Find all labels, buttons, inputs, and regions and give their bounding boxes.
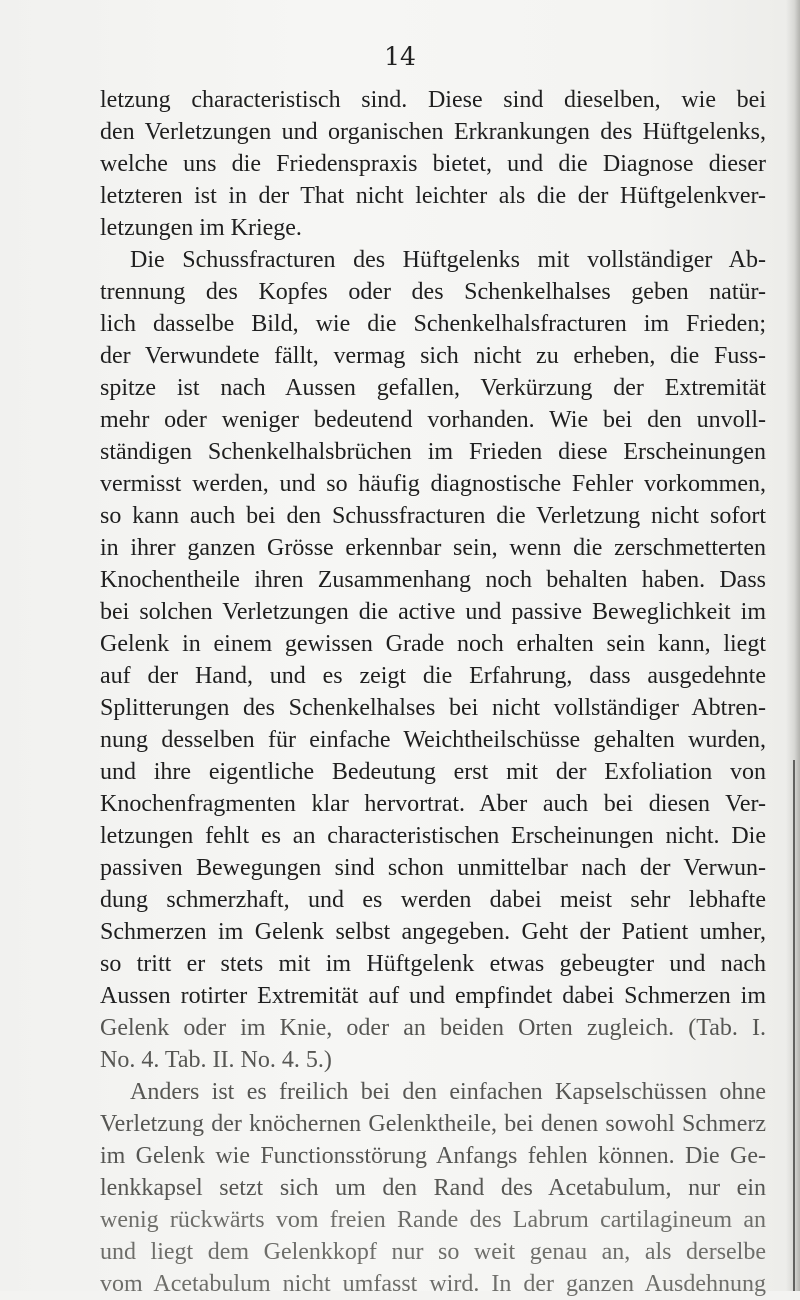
text-line: mehr oder weniger bedeutend vorhanden. Wie bei den unvoll- <box>100 407 766 433</box>
text-line: in ihrer ganzen Grösse erkennbar sein, wenn die zerschmetterten <box>100 535 766 561</box>
text-line: wenig rückwärts vom freien Rande des Labrum cartilagineum an <box>100 1207 766 1233</box>
text-line: letzteren ist in der That nicht leichter als die der Hüftgelenkver- <box>100 183 766 209</box>
text-line: und liegt dem Gelenkkopf nur so weit genau an, als derselbe <box>100 1239 766 1265</box>
text-line: und ihre eigentliche Bedeutung erst mit der Exfoliation von <box>100 759 766 785</box>
text-line: welche uns die Friedenspraxis bietet, und die Diagnose dieser <box>100 151 766 177</box>
body-text <box>100 84 766 1300</box>
text-line: ständigen Schenkelhalsbrüchen im Frieden diese Erscheinungen <box>100 439 766 465</box>
text-line: so tritt er stets mit im Hüftgelenk etwas gebeugter und nach <box>100 951 766 977</box>
text-line: auf der Hand, und es zeigt die Erfahrung, dass ausgedehnte <box>100 663 766 689</box>
text-line: letzungen fehlt es an characteristischen Erscheinungen nicht. Die <box>100 823 766 849</box>
text-line: Aussen rotirter Extremität auf und empfindet dabei Schmerzen im <box>100 983 766 1009</box>
text-line: Schmerzen im Gelenk selbst angegeben. Geht der Patient umher, <box>100 919 766 945</box>
binding-edge-line <box>793 760 795 1291</box>
text-line: der Verwundete fällt, vermag sich nicht zu erheben, die Fuss- <box>100 343 766 369</box>
text-line: Die Schussfracturen des Hüftgelenks mit vollständiger Ab- <box>130 247 766 273</box>
text-line: Gelenk in einem gewissen Grade noch erhalten sein kann, liegt <box>100 631 766 657</box>
text-line: vom Acetabulum nicht umfasst wird. In der ganzen Ausdehnung <box>100 1271 766 1297</box>
text-line: den Verletzungen und organischen Erkrankungen des Hüftgelenks, <box>100 119 766 145</box>
text-line: lich dasselbe Bild, wie die Schenkelhalsfracturen im Frieden; <box>100 311 766 337</box>
text-line: nung desselben für einfache Weichtheilschüsse gehalten wurden, <box>100 727 766 753</box>
text-line: dung schmerzhaft, und es werden dabei meist sehr lebhafte <box>100 887 766 913</box>
text-line: Knochenfragmenten klar hervortrat. Aber auch bei diesen Ver- <box>100 791 766 817</box>
text-line: vermisst werden, und so häufig diagnostische Fehler vorkommen, <box>100 471 766 497</box>
text-line: trennung des Kopfes oder des Schenkelhalses geben natür- <box>100 279 766 305</box>
page-number: 14 <box>384 42 416 71</box>
text-line: Anders ist es freilich bei den einfachen Kapselschüssen ohne <box>130 1079 766 1105</box>
text-line: lenkkapsel setzt sich um den Rand des Acetabulum, nur ein <box>100 1175 766 1201</box>
text-line: spitze ist nach Aussen gefallen, Verkürzung der Extremität <box>100 375 766 401</box>
text-line: Splitterungen des Schenkelhalses bei nicht vollständiger Abtren- <box>100 695 766 721</box>
text-line: letzung characteristisch sind. Diese sind dieselben, wie bei <box>100 87 766 113</box>
text-line: Verletzung der knöchernen Gelenktheile, bei denen sowohl Schmerz <box>100 1111 766 1137</box>
text-line: so kann auch bei den Schussfracturen die Verletzung nicht sofort <box>100 503 766 529</box>
text-line: passiven Bewegungen sind schon unmittelbar nach der Verwun- <box>100 855 766 881</box>
text-line: bei solchen Verletzungen die active und passive Beweglichkeit im <box>100 599 766 625</box>
text-line: No. 4. Tab. II. No. 4. 5.) <box>100 1047 332 1073</box>
text-line: im Gelenk wie Functionsstörung Anfangs fehlen können. Die Ge- <box>100 1143 766 1169</box>
text-line: Knochentheile ihren Zusammenhang noch behalten haben. Dass <box>100 567 766 593</box>
text-line: Gelenk oder im Knie, oder an beiden Orten zugleich. (Tab. I. <box>100 1015 766 1041</box>
text-line: letzungen im Kriege. <box>100 215 302 241</box>
